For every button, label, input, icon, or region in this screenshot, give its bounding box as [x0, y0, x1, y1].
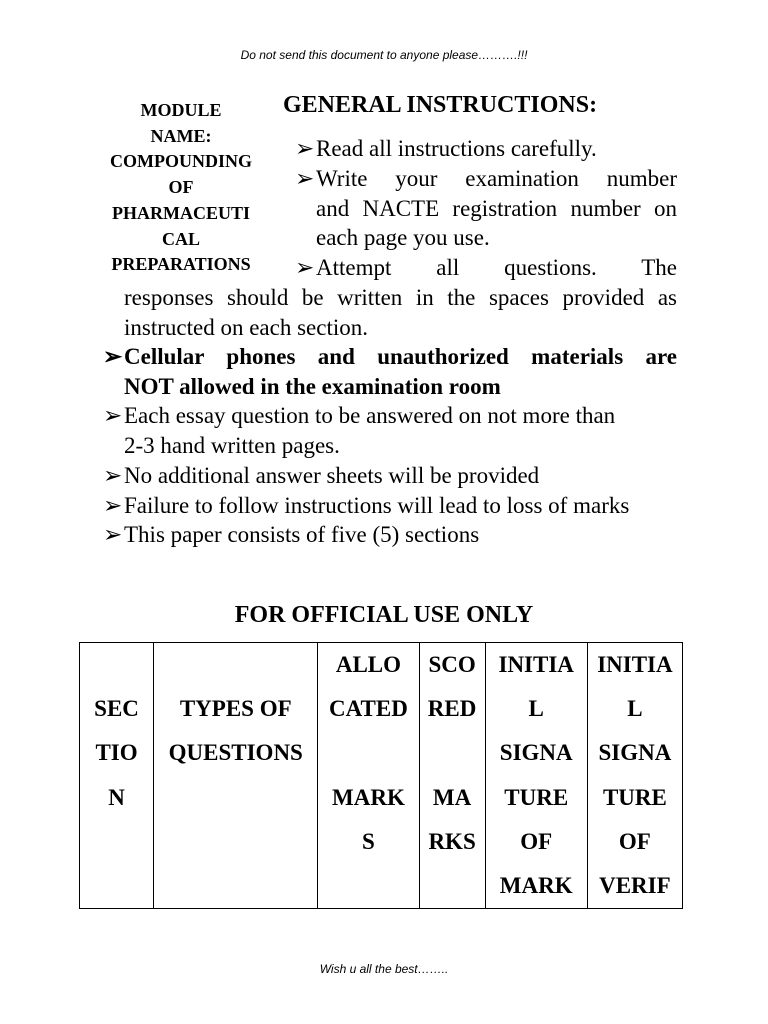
instruction-item-warning [103, 342, 677, 401]
footer-note: Wish u all the best…….. [319, 962, 449, 976]
instruction-item [295, 253, 677, 283]
header-note: Do not send this document to anyone please……….!!! [240, 48, 528, 62]
general-instructions-title: GENERAL INSTRUCTIONS: [283, 92, 598, 118]
header-cell-section: SEC TIO N [80, 643, 154, 909]
header-cell-question-types: TYPES OF QUESTIONS [154, 643, 318, 909]
arrow-bullet-icon: ➢ [295, 255, 315, 280]
arrow-bullet-icon: ➢ [295, 136, 315, 161]
instruction-text: each page you use. [316, 225, 490, 251]
instruction-text: NOT allowed in the examination room [124, 373, 501, 399]
module-line: PREPARATIONS [111, 254, 251, 275]
instruction-text: No additional answer sheets will be provided [124, 463, 540, 488]
instruction-text: Failure to follow instructions will lead to loss of marks [124, 493, 630, 518]
official-use-table [79, 642, 683, 909]
instruction-text: instructed on each section. [124, 314, 368, 340]
module-line: NAME: [150, 125, 212, 146]
arrow-bullet-icon: ➢ [103, 493, 123, 518]
instruction-text: responses should be written in the spaces provided as [124, 285, 677, 310]
instruction-item [103, 520, 677, 550]
instruction-item [295, 164, 677, 253]
instruction-item [103, 461, 677, 491]
instruction-item [295, 134, 685, 164]
header-cell-allocated-marks: ALLO CATED MARK S [318, 643, 419, 909]
header-cell-marker-signature: INITIA L SIGNA TURE OF MARK [485, 643, 587, 909]
instruction-text: This paper consists of five (5) sections [124, 522, 480, 547]
instruction-text: Write your examination number [316, 166, 677, 191]
table-row [80, 643, 683, 909]
arrow-bullet-icon: ➢ [103, 463, 123, 488]
header-cell-scored-marks: SCO RED MA RKS [419, 643, 485, 909]
instruction-text: Cellular phones and unauthorized materials are [124, 344, 677, 369]
arrow-bullet-icon: ➢ [295, 166, 315, 191]
arrow-bullet-icon: ➢ [103, 344, 123, 369]
instruction-text: and NACTE registration number on [316, 195, 677, 221]
instruction-item [103, 401, 677, 460]
instruction-text: 2-3 hand written pages. [124, 432, 340, 458]
instruction-text: Read all instructions carefully. [316, 136, 597, 161]
instruction-text: Attempt all questions. The [316, 255, 677, 280]
module-line: OF [168, 177, 194, 198]
header-cell-verifier-signature: INITIA L SIGNA TURE OF VERIF [587, 643, 682, 909]
module-name-block [98, 98, 264, 278]
instruction-item [103, 491, 683, 521]
instruction-continuation [124, 283, 677, 342]
arrow-bullet-icon: ➢ [103, 522, 123, 547]
module-line: PHARMACEUTI [112, 202, 250, 223]
official-use-title: FOR OFFICIAL USE ONLY [234, 602, 534, 628]
instruction-text: Each essay question to be answered on not more than [124, 403, 616, 428]
module-line: MODULE [140, 100, 222, 120]
arrow-bullet-icon: ➢ [103, 403, 123, 428]
module-line: COMPOUNDING [110, 151, 252, 172]
module-line: CAL [161, 228, 200, 249]
